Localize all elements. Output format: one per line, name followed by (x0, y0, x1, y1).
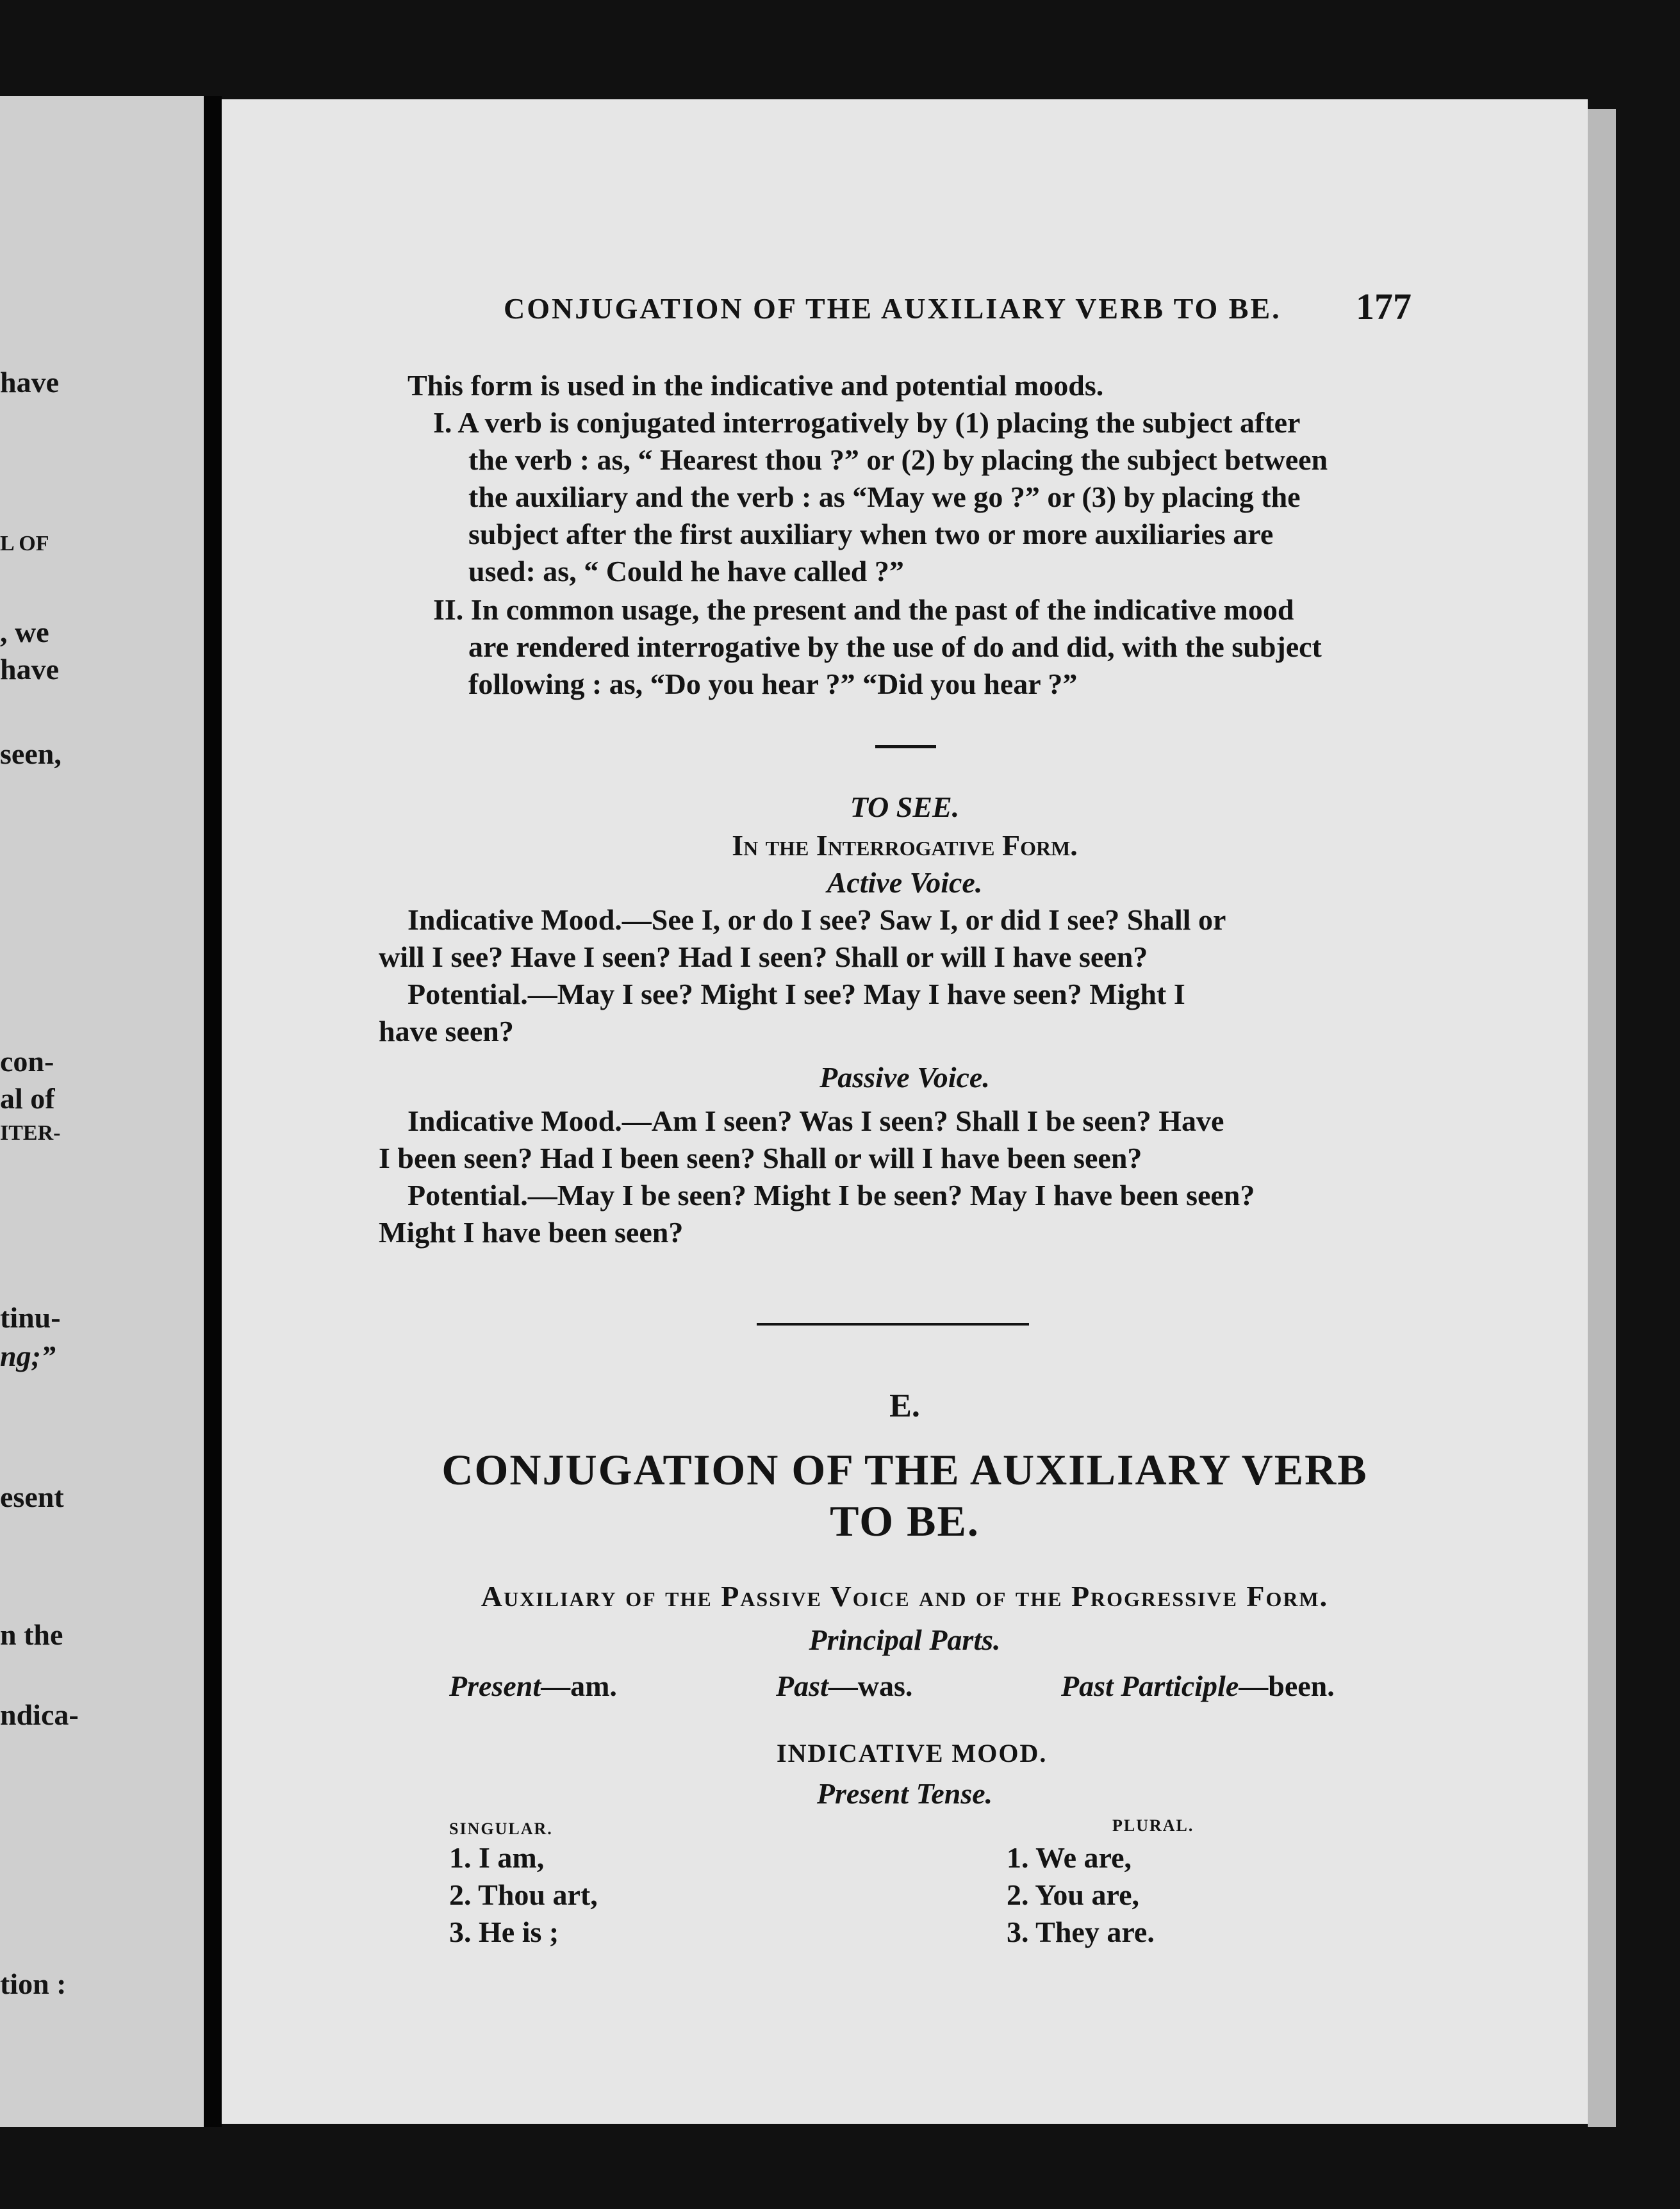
book-page (222, 99, 1588, 2124)
to-see-subtitle: In the Interrogative Form. (732, 829, 1078, 862)
conjugation-line: Potential.—May I be seen? Might I be seen? May I have been seen? (408, 1179, 1255, 1211)
tense-heading: Present Tense. (816, 1777, 993, 1810)
rule-line: used: as, “ Could he have called ?” (468, 555, 904, 587)
rule-line: are rendered interrogative by the use of do and did, with the subject (468, 630, 1322, 663)
singular-form: 3. He is ; (449, 1916, 559, 1948)
book-spine (204, 96, 222, 2127)
singular-label: SINGULAR. (449, 1819, 553, 1838)
rule-line: I. A verb is conjugated interrogatively by (1) placing the subject after (433, 406, 1301, 439)
left-fragment: have (0, 653, 59, 686)
left-fragment: al of (0, 1082, 55, 1115)
principal-parts-heading: Principal Parts. (809, 1623, 1001, 1656)
left-fragment: seen, (0, 737, 62, 770)
participle-label: Past Participle (1061, 1670, 1239, 1702)
plural-form: 3. They are. (1007, 1916, 1155, 1948)
rule-line: subject after the first auxiliary when two or more auxiliaries are (468, 518, 1274, 550)
left-fragment: ndica- (0, 1698, 79, 1731)
section-subtitle: Auxiliary of the Passive Voice and of the Progressive Form. (481, 1580, 1329, 1613)
section-title: TO BE. (830, 1497, 980, 1545)
rule-line: the verb : as, “ Hearest thou ?” or (2) by placing the subject between (468, 443, 1328, 476)
past-value: —was. (828, 1670, 913, 1702)
passive-voice-heading: Passive Voice. (819, 1061, 990, 1094)
running-header: CONJUGATION OF THE AUXILIARY VERB TO BE. (504, 292, 1281, 325)
rule-line: following : as, “Do you hear ?” “Did you hear ?” (468, 668, 1078, 700)
left-fragment: , we (0, 616, 49, 648)
short-rule (875, 745, 936, 748)
conjugation-line: Potential.—May I see? Might I see? May I have seen? Might I (408, 978, 1185, 1010)
principal-part-present (449, 1669, 617, 1703)
mood-heading: INDICATIVE MOOD. (777, 1739, 1048, 1768)
principal-part-past (776, 1669, 912, 1703)
conjugation-line: will I see? Have I seen? Had I seen? Shall or will I have seen? (379, 940, 1148, 973)
section-rule (757, 1323, 1029, 1326)
conjugation-line: Might I have been seen? (379, 1216, 684, 1249)
conjugation-line: Indicative Mood.—Am I seen? Was I seen? Shall I be seen? Have (408, 1104, 1224, 1137)
past-label: Past (776, 1670, 828, 1702)
left-fragment: ITER- (0, 1121, 61, 1145)
left-fragment: con- (0, 1045, 54, 1078)
rule-line: the auxiliary and the verb : as “May we go ?” or (3) by placing the (468, 480, 1301, 513)
left-page (0, 96, 204, 2127)
section-letter: E. (889, 1388, 920, 1424)
principal-part-participle (1061, 1669, 1335, 1703)
left-fragment: n the (0, 1618, 63, 1651)
left-fragment: L OF (0, 532, 49, 555)
conjugation-line: Indicative Mood.—See I, or do I see? Saw I, or did I see? Shall or (408, 903, 1226, 936)
page-number: 177 (1356, 286, 1412, 327)
left-fragment: ng;” (0, 1340, 56, 1372)
to-see-title: TO SEE. (850, 791, 960, 823)
conjugation-line: have seen? (379, 1015, 514, 1047)
plural-form: 1. We are, (1007, 1841, 1132, 1874)
section-title: CONJUGATION OF THE AUXILIARY VERB (441, 1445, 1368, 1494)
plural-form: 2. You are, (1007, 1878, 1139, 1911)
left-fragment: tinu- (0, 1301, 61, 1334)
plural-label: PLURAL. (1112, 1816, 1194, 1835)
present-value: —am. (541, 1670, 617, 1702)
singular-form: 2. Thou art, (449, 1878, 598, 1911)
left-fragment: have (0, 366, 59, 398)
page-edge (1588, 109, 1616, 2127)
left-fragment: esent (0, 1481, 64, 1513)
participle-value: —been. (1239, 1670, 1335, 1702)
active-voice-heading: Active Voice. (827, 866, 983, 899)
rule-line: II. In common usage, the present and the past of the indicative mood (433, 593, 1294, 626)
present-label: Present (449, 1670, 541, 1702)
conjugation-line: I been seen? Had I been seen? Shall or will I have been seen? (379, 1142, 1142, 1174)
intro-text: This form is used in the indicative and potential moods. (408, 369, 1104, 402)
singular-form: 1. I am, (449, 1841, 545, 1874)
left-fragment: tion : (0, 1967, 67, 2000)
